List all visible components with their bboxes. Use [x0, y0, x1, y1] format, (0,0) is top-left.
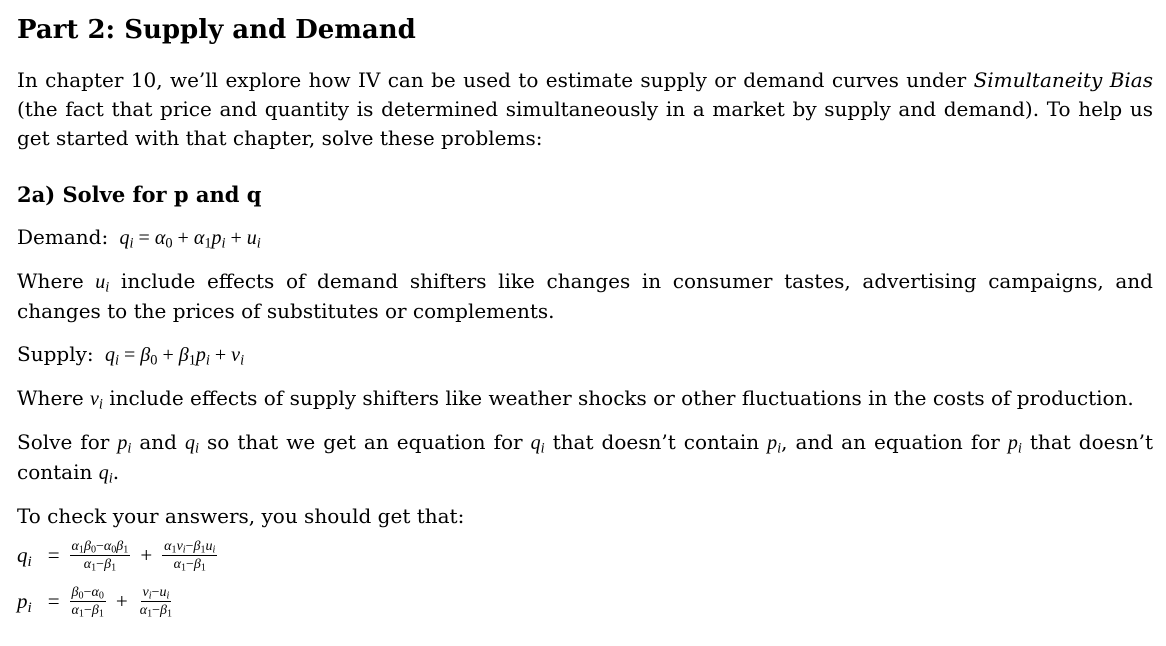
- equals-sign: =: [47, 588, 60, 613]
- supply-note-text-1: Where: [17, 386, 91, 410]
- answer-p-equation: [17, 581, 1153, 621]
- fraction-numerator: $\beta_0-\alpha_0$: [71, 584, 104, 602]
- supply-equation: $q_i = \beta_0 + \beta_1p_i + v_i$: [99, 344, 245, 369]
- fraction-denominator: $\alpha_1-\beta_1$: [173, 556, 206, 574]
- var-p: $p_i$: [767, 432, 782, 457]
- intro-paragraph: [17, 66, 1153, 153]
- answer-q-equation: [17, 535, 1153, 575]
- answer-q-fraction-2: [162, 539, 217, 572]
- var-q: $q_i$: [530, 432, 545, 457]
- demand-label: Demand:: [17, 225, 109, 249]
- instruction-text: that doesn’t contain: [17, 430, 1154, 484]
- demand-equation: $q_i = \alpha_0 + \alpha_1p_i + u_i$: [114, 227, 261, 252]
- solve-instruction: [17, 428, 1153, 488]
- supply-note-text-2: include effects of supply shifters like weather shocks or other fluctuations in the costs of production.: [102, 386, 1134, 410]
- supply-note: [17, 384, 1153, 414]
- fraction-numerator: $\alpha_1v_i-\beta_1u_i$: [164, 538, 216, 556]
- supply-label: Supply:: [17, 342, 94, 366]
- fraction-denominator: $\alpha_1-\beta_1$: [71, 602, 104, 620]
- fraction-numerator: $v_i-u_i$: [142, 584, 170, 602]
- demand-note-text-2: include effects of demand shifters like changes in consumer tastes, advertising campaigns, and changes to the prices of substitutes or complements.: [17, 269, 1153, 323]
- demand-shifter-variable: $u_i$: [95, 271, 110, 296]
- instruction-text: that doesn’t contain: [544, 430, 768, 454]
- demand-note-text-1: Where: [17, 269, 96, 293]
- fraction-denominator: $\alpha_1-\beta_1$: [139, 602, 173, 620]
- plus-sign: +: [115, 588, 128, 613]
- answer-p-lhs: $p_i$: [17, 588, 32, 616]
- demand-equation-line: [17, 223, 1153, 253]
- fraction-numerator: $\alpha_1\beta_0-\alpha_0\beta_1$: [71, 538, 129, 556]
- var-p: $p_i$: [117, 432, 132, 457]
- answer-q-lhs: $q_i$: [17, 542, 32, 570]
- plus-sign: +: [140, 542, 153, 567]
- answer-p-fraction-2: [138, 585, 174, 618]
- equals-sign: =: [47, 542, 60, 567]
- instruction-text: and: [131, 430, 185, 454]
- instruction-text: so that we get an equation for: [198, 430, 531, 454]
- intro-emphasis: Simultaneity Bias: [973, 68, 1153, 92]
- check-text: To check your answers, you should get that:: [17, 504, 465, 528]
- supply-shifter-variable: $v_i$: [90, 388, 103, 413]
- fraction-denominator: $\alpha_1-\beta_1$: [83, 556, 117, 574]
- intro-text-2: (the fact that price and quantity is determined simultaneously in a market by supply and demand). To help us get started with that chapter, solve these problems:: [17, 97, 1153, 150]
- answer-p-fraction-1: [70, 585, 106, 618]
- demand-note: [17, 267, 1153, 326]
- var-q: $q_i$: [98, 462, 113, 487]
- subsection-heading: 2a) Solve for p and q: [17, 182, 262, 207]
- instruction-text: Solve for: [17, 430, 118, 454]
- var-q: $q_i$: [184, 432, 199, 457]
- intro-text-1: In chapter 10, we’ll explore how IV can be used to estimate supply or demand curves under: [17, 68, 974, 92]
- section-heading: Part 2: Supply and Demand: [17, 15, 416, 45]
- var-p: $p_i$: [1007, 432, 1022, 457]
- supply-equation-line: [17, 340, 1153, 370]
- answer-q-fraction-1: [70, 539, 131, 572]
- instruction-text: .: [112, 460, 120, 484]
- instruction-text: , and an equation for: [781, 430, 1008, 454]
